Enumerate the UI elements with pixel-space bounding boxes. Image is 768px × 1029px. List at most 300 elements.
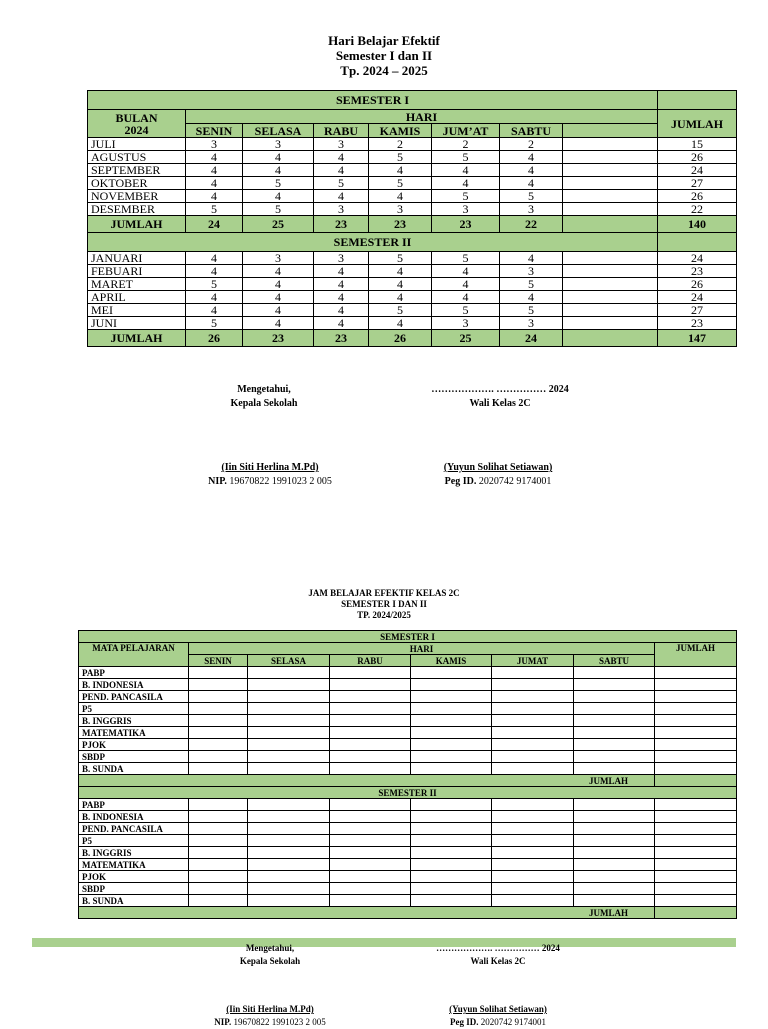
hours-cell <box>189 799 248 811</box>
hours-cell <box>492 667 574 679</box>
t2-sem1-jumlah: JUMLAH <box>79 775 655 787</box>
sig2-right-name <box>398 1003 598 1029</box>
hours-cell <box>655 799 737 811</box>
hours-cell <box>411 823 492 835</box>
subject-row <box>79 715 737 727</box>
month-name: DESEMBER <box>88 203 186 216</box>
subject-name: B. SUNDA <box>79 763 189 775</box>
hours-cell <box>411 763 492 775</box>
hours-cell <box>655 811 737 823</box>
day-count: 4 <box>186 151 243 164</box>
subject-name: PEND. PANCASILA <box>79 823 189 835</box>
hours-cell <box>330 703 411 715</box>
day-count: 4 <box>186 291 243 304</box>
blank-cell <box>563 164 658 177</box>
sig1-right <box>410 383 590 411</box>
green-divider-bar <box>32 938 736 947</box>
hours-cell <box>574 703 655 715</box>
subject-row <box>79 835 737 847</box>
mapel-header: MATA PELAJARAN <box>79 643 189 667</box>
subject-name: B. INGGRIS <box>79 715 189 727</box>
hours-cell <box>411 667 492 679</box>
sig2-mengetahui: Mengetahui, <box>245 943 295 953</box>
hours-cell <box>574 895 655 907</box>
sig1-name-right: (Yuyun Solihat Setiawan) <box>443 462 553 473</box>
total-day-count: 22 <box>500 216 563 233</box>
day-count: 4 <box>432 291 500 304</box>
day-count: 4 <box>186 164 243 177</box>
day-count: 5 <box>369 304 432 317</box>
hours-cell <box>655 859 737 871</box>
hours-cell <box>411 691 492 703</box>
month-total: 22 <box>658 203 737 216</box>
day-count: 4 <box>432 177 500 190</box>
subject-name: SBDP <box>79 751 189 763</box>
hours-cell <box>189 847 248 859</box>
month-row <box>88 317 737 330</box>
bulan-header <box>88 110 186 138</box>
doc2-title-line2: SEMESTER I DAN II <box>341 599 427 609</box>
hours-cell <box>248 883 330 895</box>
day-header-blank <box>563 124 658 138</box>
hours-cell <box>189 703 248 715</box>
hours-cell <box>189 835 248 847</box>
hours-cell <box>411 871 492 883</box>
subject-name: PJOK <box>79 871 189 883</box>
day-count: 4 <box>500 252 563 265</box>
semester1-header: SEMESTER I <box>88 91 658 110</box>
hours-cell <box>492 847 574 859</box>
day-count: 2 <box>369 138 432 151</box>
day-count: 5 <box>369 177 432 190</box>
hours-cell <box>492 859 574 871</box>
total-day-count: 23 <box>314 330 369 347</box>
day-count: 5 <box>186 203 243 216</box>
hours-cell <box>655 739 737 751</box>
day-count: 4 <box>500 164 563 177</box>
t2-hari-header: HARI <box>189 643 655 655</box>
blank-cell <box>563 138 658 151</box>
t2-sem2-jumlah: JUMLAH <box>79 907 655 919</box>
day-count: 3 <box>314 203 369 216</box>
subject-row <box>79 799 737 811</box>
hari-header: HARI <box>186 110 658 124</box>
hours-cell <box>248 715 330 727</box>
day-count: 5 <box>500 278 563 291</box>
hours-cell <box>655 847 737 859</box>
subject-name: B. INDONESIA <box>79 679 189 691</box>
hours-cell <box>411 811 492 823</box>
day-count: 4 <box>243 265 314 278</box>
sig2-nip-value: 19670822 1991023 2 005 <box>233 1017 326 1027</box>
hours-cell <box>248 859 330 871</box>
day-count: 4 <box>432 164 500 177</box>
t2-sem1-jumlah-value <box>655 775 737 787</box>
sig1-wali: Wali Kelas 2C <box>469 398 531 409</box>
sig1-peg-value: 2020742 9174001 <box>478 476 552 487</box>
hours-cell <box>655 751 737 763</box>
hours-cell <box>655 895 737 907</box>
hours-cell <box>574 859 655 871</box>
t2-semester2-header: SEMESTER II <box>79 787 737 799</box>
day-count: 5 <box>432 304 500 317</box>
hours-cell <box>248 871 330 883</box>
subject-name: SBDP <box>79 883 189 895</box>
month-name: MEI <box>88 304 186 317</box>
subject-row <box>79 751 737 763</box>
sig2-date: ………………. …………… 2024 <box>436 943 560 953</box>
total-day-count: 25 <box>243 216 314 233</box>
subject-row <box>79 871 737 883</box>
hours-cell <box>248 895 330 907</box>
sig2-name-left: (Iin Siti Herlina M.Pd) <box>226 1004 314 1014</box>
hours-cell <box>189 871 248 883</box>
day-count: 4 <box>500 177 563 190</box>
month-total: 27 <box>658 304 737 317</box>
day-count: 3 <box>314 138 369 151</box>
semester2-header-blank <box>658 233 737 252</box>
hours-cell <box>411 679 492 691</box>
day-count: 5 <box>369 252 432 265</box>
blank-cell <box>563 203 658 216</box>
day-count: 4 <box>432 265 500 278</box>
hours-cell <box>248 679 330 691</box>
doc2-title-line3: TP. 2024/2025 <box>357 610 411 620</box>
hours-cell <box>655 703 737 715</box>
hours-cell <box>492 763 574 775</box>
hours-cell <box>574 871 655 883</box>
hours-cell <box>330 799 411 811</box>
day-count: 5 <box>186 278 243 291</box>
subject-name: B. INDONESIA <box>79 811 189 823</box>
hours-cell <box>330 811 411 823</box>
hours-cell <box>492 811 574 823</box>
hours-cell <box>248 763 330 775</box>
hours-cell <box>330 667 411 679</box>
day-count: 5 <box>314 177 369 190</box>
hours-cell <box>574 811 655 823</box>
month-total: 15 <box>658 138 737 151</box>
hours-cell <box>492 691 574 703</box>
hours-cell <box>655 871 737 883</box>
sig1-kepala: Kepala Sekolah <box>230 398 298 409</box>
hours-cell <box>330 823 411 835</box>
total-label: JUMLAH <box>88 216 186 233</box>
day-count: 4 <box>314 317 369 330</box>
day-count: 4 <box>243 164 314 177</box>
sig2-left <box>180 942 360 968</box>
subject-row <box>79 667 737 679</box>
total-day-count: 23 <box>243 330 314 347</box>
day-count: 4 <box>314 278 369 291</box>
hours-cell <box>189 895 248 907</box>
month-name: JANUARI <box>88 252 186 265</box>
subject-row <box>79 691 737 703</box>
blank-cell <box>563 151 658 164</box>
hours-cell <box>189 883 248 895</box>
subject-row <box>79 859 737 871</box>
hours-cell <box>492 679 574 691</box>
hours-cell <box>492 727 574 739</box>
hours-cell <box>574 835 655 847</box>
blank-cell <box>563 190 658 203</box>
hours-cell <box>411 847 492 859</box>
day-count: 4 <box>369 317 432 330</box>
total-day-count: 26 <box>186 330 243 347</box>
doc1-title <box>0 33 768 78</box>
sig1-left-name <box>170 461 370 489</box>
doc1-title-line2: Semester I dan II <box>335 48 433 63</box>
day-count: 4 <box>186 265 243 278</box>
hours-cell <box>655 763 737 775</box>
sig1-nip-value: 19670822 1991023 2 005 <box>229 476 332 487</box>
sig1-date: ………………. …………… 2024 <box>431 384 569 395</box>
jumlah-header: JUMLAH <box>658 110 737 138</box>
hours-cell <box>411 727 492 739</box>
hours-cell <box>411 739 492 751</box>
hours-cell <box>411 751 492 763</box>
t2-day-header-3: KAMIS <box>411 655 492 667</box>
hours-cell <box>189 727 248 739</box>
t2-day-header-5: SABTU <box>574 655 655 667</box>
subject-name: B. INGGRIS <box>79 847 189 859</box>
hours-cell <box>330 751 411 763</box>
subject-name: PJOK <box>79 739 189 751</box>
hours-cell <box>330 859 411 871</box>
day-count: 4 <box>314 190 369 203</box>
hours-cell <box>574 847 655 859</box>
sig2-wali: Wali Kelas 2C <box>470 956 526 966</box>
month-row <box>88 190 737 203</box>
blank-cell <box>563 278 658 291</box>
hours-cell <box>492 751 574 763</box>
doc2-title-line1: JAM BELAJAR EFEKTIF KELAS 2C <box>308 588 460 598</box>
t2-day-header-1: SELASA <box>248 655 330 667</box>
t2-day-header-0: SENIN <box>189 655 248 667</box>
hours-cell <box>248 847 330 859</box>
day-count: 3 <box>186 138 243 151</box>
hours-cell <box>574 883 655 895</box>
hours-cell <box>411 703 492 715</box>
hours-cell <box>330 871 411 883</box>
total-day-count: 26 <box>369 330 432 347</box>
day-count: 4 <box>314 304 369 317</box>
t2-day-header-2: RABU <box>330 655 411 667</box>
sig1-peg-label: Peg ID. <box>444 476 477 487</box>
doc1-title-line1: Hari Belajar Efektif <box>328 33 440 48</box>
sig2-nip-label: NIP. <box>214 1017 232 1027</box>
day-count: 3 <box>369 203 432 216</box>
month-total: 24 <box>658 252 737 265</box>
day-header-4: JUM’AT <box>432 124 500 138</box>
hours-cell <box>574 727 655 739</box>
hours-cell <box>655 691 737 703</box>
subject-name: PABP <box>79 799 189 811</box>
hours-cell <box>330 715 411 727</box>
day-count: 4 <box>369 265 432 278</box>
hours-cell <box>655 727 737 739</box>
month-row <box>88 151 737 164</box>
month-row <box>88 177 737 190</box>
hours-cell <box>655 823 737 835</box>
hours-cell <box>189 679 248 691</box>
hours-cell <box>655 679 737 691</box>
day-count: 5 <box>243 177 314 190</box>
month-total: 26 <box>658 190 737 203</box>
t2-jumlah-header: JUMLAH <box>655 643 737 667</box>
grand-total: 140 <box>658 216 737 233</box>
t2-day-header-4: JUMAT <box>492 655 574 667</box>
day-count: 3 <box>500 203 563 216</box>
total-day-count: 23 <box>369 216 432 233</box>
month-total: 23 <box>658 265 737 278</box>
hours-cell <box>574 763 655 775</box>
hours-cell <box>330 739 411 751</box>
hours-cell <box>189 715 248 727</box>
subject-name: PABP <box>79 667 189 679</box>
subject-row <box>79 727 737 739</box>
subject-name: P5 <box>79 703 189 715</box>
hours-cell <box>189 739 248 751</box>
day-header-3: KAMIS <box>369 124 432 138</box>
hours-cell <box>574 751 655 763</box>
day-count: 4 <box>432 278 500 291</box>
hours-cell <box>574 799 655 811</box>
hours-cell <box>248 811 330 823</box>
hours-cell <box>330 763 411 775</box>
day-count: 4 <box>243 317 314 330</box>
day-count: 4 <box>186 252 243 265</box>
blank-cell <box>563 177 658 190</box>
hours-cell <box>248 823 330 835</box>
total-day-count: 23 <box>314 216 369 233</box>
hours-cell <box>574 715 655 727</box>
t2-sem2-jumlah-value <box>655 907 737 919</box>
hours-cell <box>655 715 737 727</box>
month-total: 24 <box>658 291 737 304</box>
day-count: 4 <box>369 278 432 291</box>
day-count: 3 <box>432 317 500 330</box>
hours-cell <box>574 667 655 679</box>
hours-cell <box>330 679 411 691</box>
day-count: 4 <box>186 190 243 203</box>
day-count: 4 <box>186 304 243 317</box>
day-count: 4 <box>314 291 369 304</box>
total-day-count: 24 <box>186 216 243 233</box>
day-count: 5 <box>432 151 500 164</box>
hours-cell <box>330 895 411 907</box>
semester-total-row <box>88 330 737 347</box>
subject-row <box>79 895 737 907</box>
hours-cell <box>411 715 492 727</box>
hours-cell <box>492 739 574 751</box>
hours-cell <box>655 883 737 895</box>
sig2-left-name <box>170 1003 370 1029</box>
day-count: 5 <box>432 190 500 203</box>
semester1-header-blank <box>658 91 737 110</box>
hours-cell <box>248 691 330 703</box>
sig2-kepala: Kepala Sekolah <box>239 956 301 966</box>
day-count: 5 <box>369 151 432 164</box>
sig2-peg-label: Peg ID. <box>450 1017 479 1027</box>
hours-cell <box>574 679 655 691</box>
hours-cell <box>248 751 330 763</box>
month-row <box>88 278 737 291</box>
month-total: 27 <box>658 177 737 190</box>
day-header-0: SENIN <box>186 124 243 138</box>
hours-cell <box>655 835 737 847</box>
total-day-count: 23 <box>432 216 500 233</box>
blank-cell <box>563 291 658 304</box>
month-name: JULI <box>88 138 186 151</box>
subject-row <box>79 847 737 859</box>
sig2-right <box>408 942 588 968</box>
subject-name: P5 <box>79 835 189 847</box>
hours-cell <box>492 895 574 907</box>
sig1-left <box>174 383 354 411</box>
hours-cell <box>330 691 411 703</box>
day-count: 4 <box>314 164 369 177</box>
hours-cell <box>248 727 330 739</box>
hours-cell <box>492 871 574 883</box>
hours-cell <box>492 703 574 715</box>
month-name: APRIL <box>88 291 186 304</box>
hours-cell <box>492 799 574 811</box>
total-blank <box>563 216 658 233</box>
hours-cell <box>574 691 655 703</box>
month-total: 23 <box>658 317 737 330</box>
subject-row <box>79 679 737 691</box>
hours-cell <box>411 859 492 871</box>
day-count: 3 <box>314 252 369 265</box>
hours-cell <box>492 835 574 847</box>
day-count: 3 <box>500 265 563 278</box>
month-total: 24 <box>658 164 737 177</box>
hours-cell <box>330 847 411 859</box>
hours-cell <box>189 751 248 763</box>
hours-cell <box>189 667 248 679</box>
hours-cell <box>248 703 330 715</box>
semester2-header: SEMESTER II <box>88 233 658 252</box>
subject-row <box>79 703 737 715</box>
hours-cell <box>411 799 492 811</box>
hours-cell <box>574 739 655 751</box>
doc2-title <box>0 588 768 621</box>
day-count: 4 <box>243 278 314 291</box>
hours-cell <box>492 715 574 727</box>
sig2-peg-value: 2020742 9174001 <box>480 1017 546 1027</box>
subject-name: MATEMATIKA <box>79 859 189 871</box>
bulan-label: BULAN <box>115 110 158 125</box>
total-day-count: 25 <box>432 330 500 347</box>
jam-belajar-table <box>78 630 737 919</box>
hours-cell <box>189 859 248 871</box>
day-count: 4 <box>314 265 369 278</box>
total-label: JUMLAH <box>88 330 186 347</box>
day-count: 4 <box>243 291 314 304</box>
sig1-mengetahui: Mengetahui, <box>237 384 291 395</box>
day-count: 4 <box>369 190 432 203</box>
day-count: 2 <box>432 138 500 151</box>
hours-cell <box>411 883 492 895</box>
sig1-nip-label: NIP. <box>208 476 227 487</box>
day-count: 4 <box>500 291 563 304</box>
month-name: JUNI <box>88 317 186 330</box>
month-row <box>88 291 737 304</box>
day-count: 5 <box>186 317 243 330</box>
subject-row <box>79 883 737 895</box>
hours-cell <box>189 811 248 823</box>
